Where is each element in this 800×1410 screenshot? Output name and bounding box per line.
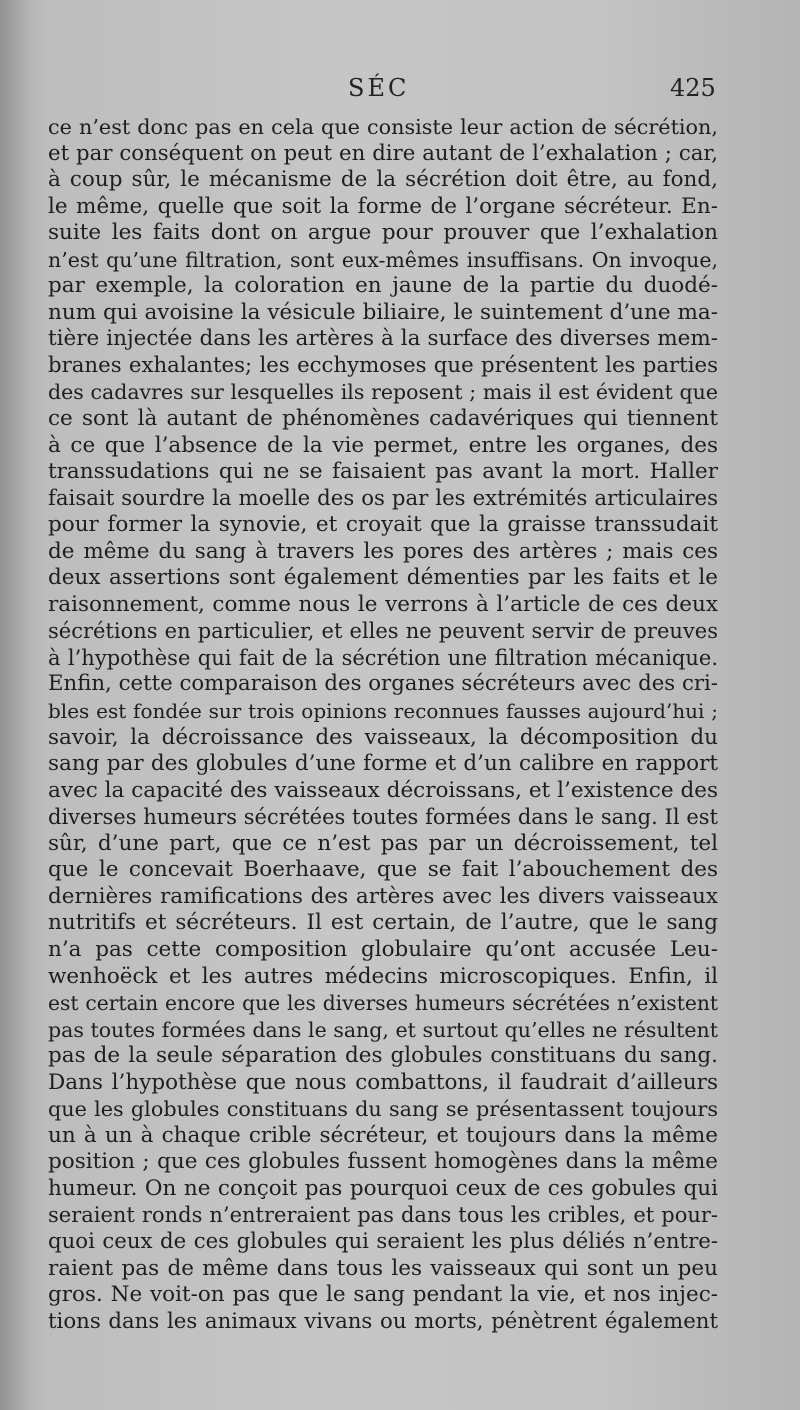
text-line: raisonnement, comme nous le verrons à l’article de ces deux — [48, 591, 718, 617]
text-line: pas de la seule séparation des globules constituans du sang. — [48, 1043, 718, 1069]
page-number: 425 — [670, 74, 716, 102]
text-line: Enfin, cette comparaison des organes sécréteurs avec des cri- — [48, 671, 718, 697]
text-line: que le concevait Boerhaave, que se fait l’abouchement des — [48, 857, 718, 883]
text-line: seraient ronds n’entreraient pas dans tous les cribles, et pour- — [48, 1203, 718, 1228]
text-line: le même, quelle que soit la forme de l’organe sécréteur. En- — [48, 193, 718, 219]
text-line: à ce que l’absence de la vie permet, entre les organes, des — [48, 432, 718, 458]
text-line: humeur. On ne conçoit pas pourquoi ceux de ces gobules qui — [48, 1175, 718, 1201]
text-line: wenhoëck et les autres médecins microscopiques. Enfin, il — [48, 963, 718, 989]
body-text — [48, 114, 718, 1335]
text-line: dernières ramifications des artères avec les divers vaisseaux — [48, 883, 718, 909]
text-line: tière injectée dans les artères à la surface des diverses mem- — [48, 326, 718, 352]
text-line: diverses humeurs sécrétées toutes formées dans le sang. Il est — [48, 805, 718, 830]
text-line: de même du sang à travers les pores des artères ; mais ces — [48, 538, 718, 564]
text-line: et par conséquent on peut en dire autant de l’exhalation ; car, — [48, 140, 718, 166]
text-line: quoi ceux de ces globules qui seraient les plus déliés n’entre- — [48, 1228, 718, 1254]
text-line: position ; que ces globules fussent homogènes dans la même — [48, 1149, 718, 1175]
text-line: sécrétions en particulier, et elles ne peuvent servir de preuves — [48, 619, 718, 644]
text-line: avec la capacité des vaisseaux décroissans, et l’existence des — [48, 777, 718, 803]
text-line: un à un à chaque crible sécréteur, et toujours dans la même — [48, 1122, 718, 1148]
text-line: est certain encore que les diverses humeurs sécrétées n’existent — [48, 991, 718, 1016]
text-line: savoir, la décroissance des vaisseaux, la décomposition du — [48, 724, 718, 750]
text-line: Dans l’hypothèse que nous combattons, il faudrait d’ailleurs — [48, 1069, 718, 1095]
text-line: à l’hypothèse qui fait de la sécrétion une filtration mécanique. — [48, 645, 718, 670]
text-line: n’est qu’une filtration, sont eux-mêmes insuffisans. On invoque, — [48, 247, 718, 272]
text-line: par exemple, la coloration en jaune de la partie du duodé- — [48, 273, 718, 299]
text-line: des cadavres sur lesquelles ils reposent ; mais il est évident que — [48, 380, 718, 405]
text-line: pour former la synovie, et croyait que la graisse transsudait — [48, 512, 718, 538]
text-line: nutritifs et sécréteurs. Il est certain, de l’autre, que le sang — [48, 910, 718, 936]
running-head: SÉC — [348, 74, 410, 102]
text-line: branes exhalantes; les ecchymoses que présentent les parties — [48, 352, 718, 378]
text-line: suite les faits dont on argue pour prouver que l’exhalation — [48, 220, 718, 246]
text-line: à coup sûr, le mécanisme de la sécrétion doit être, au fond, — [48, 167, 718, 193]
text-line: deux assertions sont également démenties par les faits et le — [48, 565, 718, 591]
page-gutter-shadow — [0, 0, 30, 1410]
text-line: pas toutes formées dans le sang, et surtout qu’elles ne résultent — [48, 1017, 718, 1042]
text-line: raient pas de même dans tous les vaisseaux qui sont un peu — [48, 1255, 718, 1281]
text-line: sang par des globules d’une forme et d’un calibre en rapport — [48, 751, 718, 777]
text-line: tions dans les animaux vivans ou morts, pénètrent également — [48, 1308, 718, 1334]
text-line: n’a pas cette composition globulaire qu’ont accusée Leu- — [48, 936, 718, 962]
text-line: ce n’est donc pas en cela que consiste leur action de sécrétion, — [48, 115, 718, 139]
text-line: sûr, d’une part, que ce n’est pas par un décroissement, tel — [48, 830, 718, 856]
text-line: num qui avoisine la vésicule biliaire, le suintement d’une ma- — [48, 299, 718, 325]
text-line: faisait sourdre la moelle des os par les extrémités articulaires — [48, 485, 718, 511]
text-line: transsudations qui ne se faisaient pas avant la mort. Haller — [48, 459, 718, 485]
text-line: bles est fondée sur trois opinions reconnues fausses aujourd’hui ; — [48, 699, 718, 724]
text-line: gros. Ne voit-on pas que le sang pendant la vie, et nos injec- — [48, 1282, 718, 1308]
text-line: que les globules constituans du sang se présentassent toujours — [48, 1097, 718, 1122]
text-line: ce sont là autant de phénomènes cadavériques qui tiennent — [48, 406, 718, 432]
